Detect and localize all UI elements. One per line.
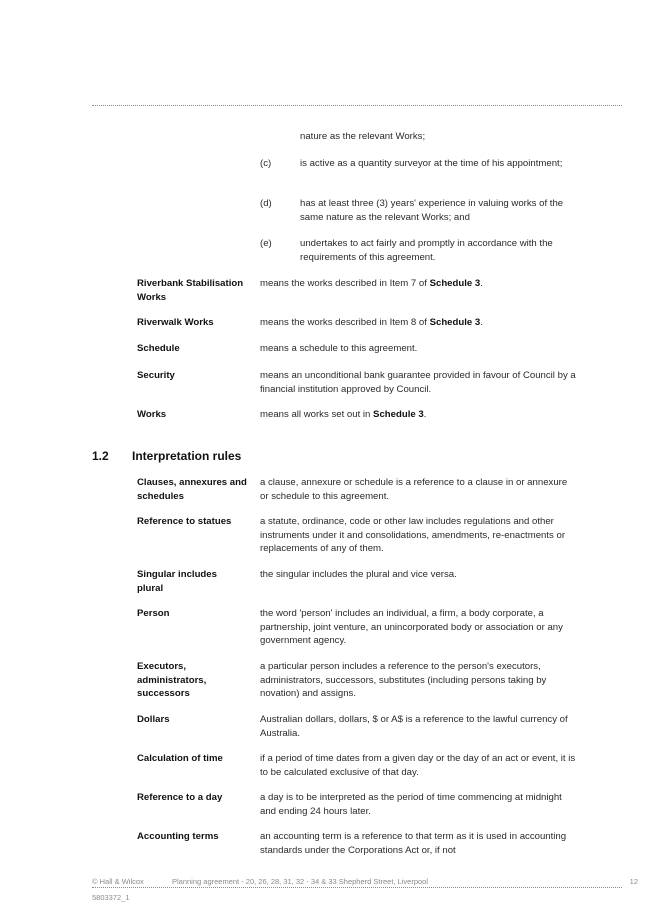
rule-text: a clause, annexure or schedule is a reference to a clause in or annexure or schedule to this agreement. — [260, 477, 568, 502]
page-number: 12 — [629, 877, 638, 886]
footer-document-id: 5803372_1 — [92, 893, 130, 902]
rule-text: if a period of time dates from a given day or the day of an act or event, it is to be calculated exclusive of that day. — [260, 753, 576, 778]
section-number: 1.2 — [92, 449, 109, 463]
list-item-text: is active as a quantity surveyor at the time of his appointment; — [300, 158, 563, 169]
footer-rule — [92, 887, 622, 888]
list-item-label: (e) — [260, 238, 272, 249]
header-rule — [92, 105, 622, 106]
definition-term: Works — [137, 409, 167, 420]
rule-term: Calculation of time — [137, 753, 223, 764]
definition-text: means all works set out in Schedule 3. — [260, 409, 427, 420]
rule-text: an accounting term is a reference to that term as it is used in accounting standards under the Corporations Act or, if not — [260, 831, 567, 856]
footer-document-title: Planning agreement - 20, 26, 28, 31, 32 - 34 & 33 Shepherd Street, Liverpool — [172, 877, 429, 886]
definition-text: means a schedule to this agreement. — [260, 343, 418, 354]
rule-term: Accounting terms — [137, 831, 219, 842]
rule-text: a statute, ordinance, code or other law includes regulations and other instruments under it and consolidations, amendments, re-enactments or replacements of any of them. — [260, 516, 566, 554]
section-title: Interpretation rules — [132, 449, 242, 463]
rule-text: a day is to be interpreted as the period of time commencing at midnight and ending 24 hours later. — [260, 792, 562, 817]
rule-term: Dollars — [137, 714, 170, 725]
footer-firm: © Hall & Wilcox — [92, 877, 144, 886]
definition-term: Riverwalk Works — [137, 317, 214, 328]
rule-term: Singular includes plural — [137, 569, 217, 594]
list-item-label: (d) — [260, 198, 272, 209]
rule-term: Clauses, annexures and schedules — [137, 477, 247, 502]
definition-text: means an unconditional bank guarantee provided in favour of Council by a financial institution approved by Council. — [260, 370, 576, 395]
rule-term: Executors, administrators, successors — [137, 661, 207, 699]
definition-text: means the works described in Item 8 of Schedule 3. — [260, 317, 483, 328]
list-item-label: (c) — [260, 158, 272, 169]
rule-term: Reference to a day — [137, 792, 223, 803]
definition-term: Security — [137, 370, 175, 381]
rule-text: a particular person includes a reference to the person's executors, administrators, successors, substitutes (including persons taking by novation) and assigns. — [260, 661, 547, 699]
definition-term: Schedule — [137, 343, 180, 354]
rule-text: Australian dollars, dollars, $ or A$ is a reference to the lawful currency of Australia. — [260, 714, 568, 739]
rule-text: the singular includes the plural and vice versa. — [260, 569, 457, 580]
continuation-lead-text: nature as the relevant Works; — [300, 131, 426, 142]
definition-text: means the works described in Item 7 of Schedule 3. — [260, 278, 483, 289]
list-item-text: undertakes to act fairly and promptly in accordance with the requirements of this agreement. — [300, 238, 553, 263]
list-item-text: has at least three (3) years' experience in valuing works of the same nature as the relevant Works; and — [300, 198, 564, 223]
rule-term: Person — [137, 608, 170, 619]
rule-term: Reference to statues — [137, 516, 232, 527]
definition-term: Riverbank Stabilisation Works — [137, 278, 244, 303]
rule-text: the word 'person' includes an individual, a firm, a body corporate, a partnership, joint venture, an unincorporated body or association or any government agency. — [260, 608, 563, 646]
